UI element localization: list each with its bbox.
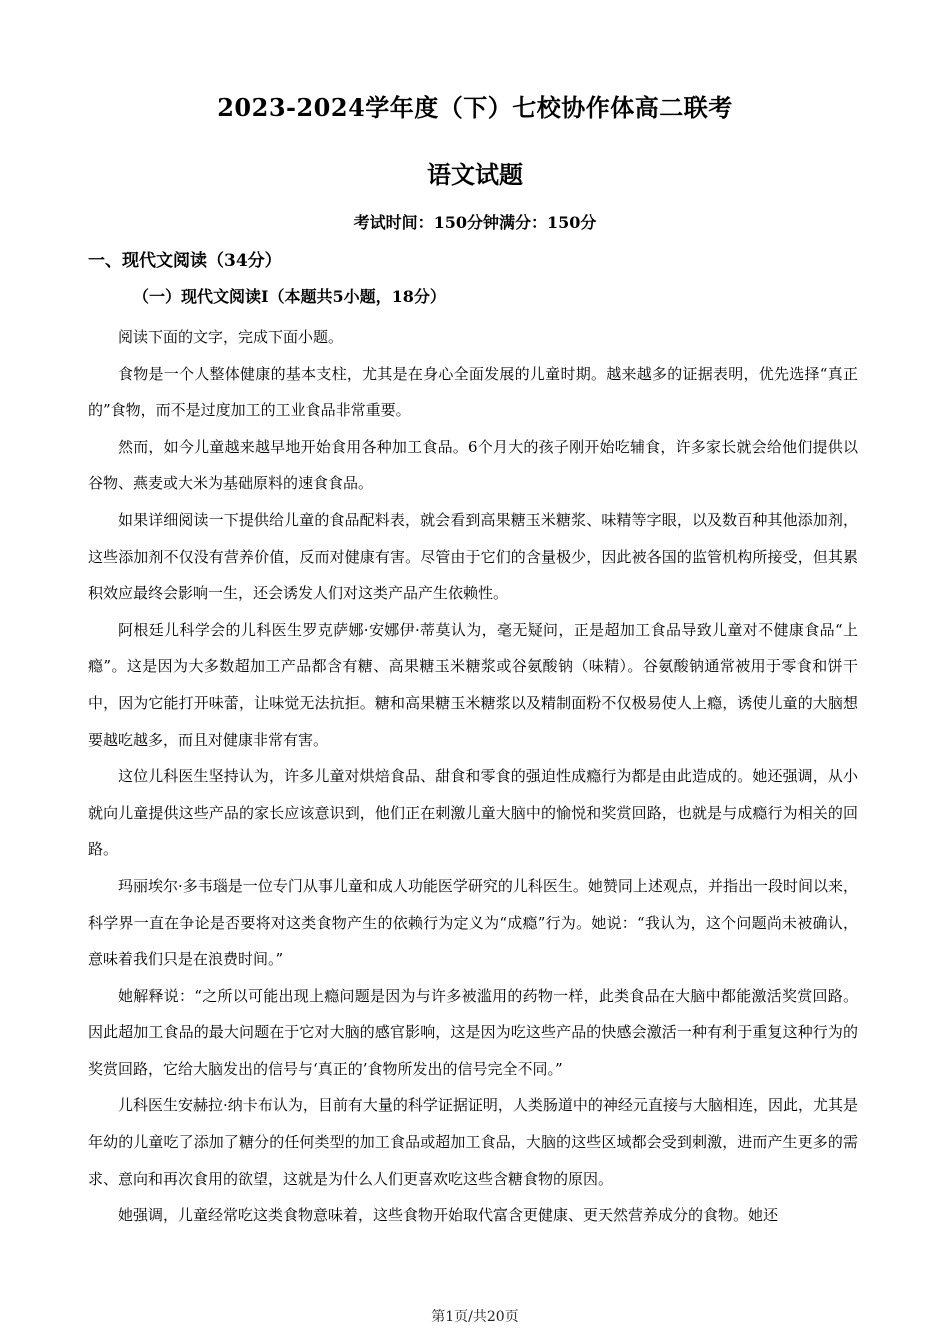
paragraph: 阅读下面的文字，完成下面小题。 bbox=[118, 328, 344, 346]
exam-title: 2023-2024学年度（下）七校协作体高二联考 bbox=[217, 93, 733, 122]
paragraph: 如果详细阅读一下提供给儿童的食品配料表，就会看到高果糖玉米糖浆、味精等字眼，以及数百种其他添加剂，这些添加剂不仅没有营养价值，反而对健康有害。尽管由于它们的含量极少，因此被各国的监管机构所接受，但其累积效应最终会影响一生，还会诱发人们对这类产品产生依赖性。 bbox=[88, 510, 858, 603]
subsection-heading: （一）现代文阅读Ⅰ（本题共5小题，18分） bbox=[133, 287, 446, 306]
paragraph: 阿根廷儿科学会的儿科医生罗克萨娜·安娜伊·蒂莫认为，毫无疑问，正是超加工食品导致儿童对不健康食品“上瘾”。这是因为大多数超加工产品都含有糖、高果糖玉米糖浆或谷氨酸钠（味精）。谷氨酸钠通常被用于零食和饼干中，因为它能打开味蕾，让味觉无法抗拒。糖和高果糖玉米糖浆以及精制面粉不仅极易使人上瘾，诱使儿童的大脑想要越吃越多，而且对健康非常有害。 bbox=[88, 620, 858, 749]
paragraph: 然而，如今儿童越来越早地开始食用各种加工食品。6个月大的孩子刚开始吃辅食，许多家长就会给他们提供以谷物、燕麦或大米为基础原料的速食食品。 bbox=[88, 437, 858, 493]
paragraph: 这位儿科医生坚持认为，许多儿童对烘焙食品、甜食和零食的强迫性成瘾行为都是由此造成的。她还强调，从小就向儿童提供这些产品的家长应该意识到，他们正在刺激儿童大脑中的愉悦和奖赏回路，也就是与成瘾行为相关的回路。 bbox=[88, 767, 858, 859]
exam-subject: 语文试题 bbox=[427, 160, 523, 189]
section-heading: 一、现代文阅读（34分） bbox=[88, 251, 282, 271]
paragraph: 食物是一个人整体健康的基本支柱，尤其是在身心全面发展的儿童时期。越来越多的证据表明，优先选择“真正的”食物，而不是过度加工的工业食品非常重要。 bbox=[88, 364, 858, 420]
paragraph: 她解释说：“之所以可能出现上瘾问题是因为与许多被滥用的药物一样，此类食品在大脑中都能激活奖赏回路。因此超加工食品的最大问题在于它对大脑的感官影响，这是因为吃这些产品的快感会激活一种有利于重复这种行为的奖赏回路，它给大脑发出的信号与‘真正的’食物所发出的信号完全不同。” bbox=[88, 986, 858, 1078]
paragraph: 玛丽埃尔·多韦瑙是一位专门从事儿童和成人功能医学研究的儿科医生。她赞同上述观点，并指出一段时间以来，科学界一直在争论是否要将对这类食物产生的依赖行为定义为“成瘾”行为。她说：“我认为，这个问题尚未被确认，意味着我们只是在浪费时间。” bbox=[88, 876, 858, 969]
paragraph: 儿科医生安赫拉·纳卡布认为，目前有大量的科学证据证明，人类肠道中的神经元直接与大脑相连，因此，尤其是年幼的儿童吃了添加了糖分的任何类型的加工食品或超加工食品，大脑的这些区域都会受到刺激，进而产生更多的需求、意向和再次食用的欲望，这就是为什么人们更喜欢吃这些含糖食物的原因。 bbox=[88, 1096, 858, 1188]
exam-info: 考试时间：150分钟满分：150分 bbox=[353, 213, 597, 232]
paragraph: 她强调，儿童经常吃这类食物意味着，这些食物开始取代富含更健康、更天然营养成分的食物。她还 bbox=[118, 1206, 779, 1225]
page-number: 第1页/共20页 bbox=[431, 1309, 519, 1325]
reading-passage bbox=[88, 319, 858, 1234]
